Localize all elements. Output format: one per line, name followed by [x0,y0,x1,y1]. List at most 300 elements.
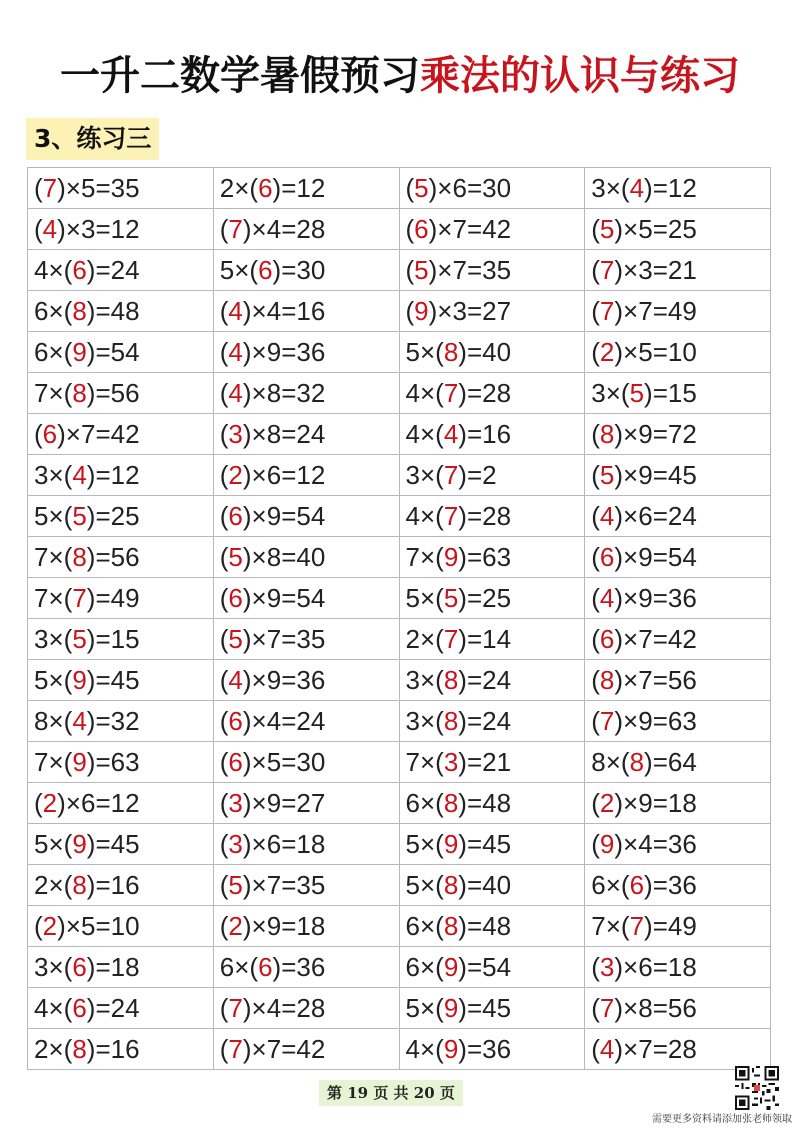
problem-suffix: )×5=10 [57,910,140,941]
answer: 4 [72,459,87,490]
problem-cell [28,250,214,291]
answer: 6 [228,705,243,736]
problem-cell [28,373,214,414]
problem-prefix: 5×( [34,500,73,531]
problem-suffix: )=18 [86,951,140,982]
problem-prefix: 6×( [591,869,630,900]
problem-suffix: )×9=18 [242,910,326,941]
answer: 5 [599,459,615,490]
problem-prefix: 4×( [34,992,73,1023]
problem-prefix: ( [219,1033,229,1064]
answer: 3 [228,828,243,859]
problem-prefix: 4×( [405,500,444,531]
table-row [28,906,771,947]
table-row [28,168,771,209]
problem-cell [213,1029,399,1070]
problem-suffix: )=25 [458,582,512,613]
problem-prefix: ( [591,664,600,695]
answer: 6 [228,500,243,531]
problem-prefix: 6×( [219,951,259,982]
problem-suffix: )=12 [86,459,140,490]
problem-prefix: ( [591,418,600,449]
answer: 5 [629,377,645,408]
problem-cell [28,291,214,332]
problem-cell [28,578,214,619]
problem-cell [585,250,771,291]
problem-cell [585,537,771,578]
answer: 3 [599,951,615,982]
problem-suffix: )×7=49 [614,295,697,326]
problem-prefix: 7×( [34,377,73,408]
problem-suffix: )×6=18 [614,951,697,982]
problem-suffix: )=28 [458,500,512,531]
problem-prefix: ( [405,213,415,244]
answer: 6 [72,992,87,1023]
answer: 9 [443,992,459,1023]
answer: 3 [228,418,243,449]
answer: 5 [72,500,87,531]
problem-cell [213,373,399,414]
problem-prefix: ( [405,172,415,203]
answer: 9 [443,828,459,859]
problem-cell [585,291,771,332]
answer: 8 [443,705,459,736]
problem-prefix: 3×( [34,951,73,982]
problem-cell [399,250,585,291]
problem-prefix: ( [219,746,229,777]
problem-prefix: ( [219,910,229,941]
answer: 2 [42,910,58,941]
problem-prefix: 5×( [405,828,444,859]
table-row [28,660,771,701]
problem-prefix: 6×( [405,787,444,818]
answer: 5 [414,172,429,203]
problem-cell [213,209,399,250]
section-heading: 3、练习三 [26,118,159,160]
problem-cell [585,1029,771,1070]
problem-prefix: ( [219,869,229,900]
answer: 4 [228,295,243,326]
answer: 6 [228,746,243,777]
table-row [28,742,771,783]
problem-cell [585,988,771,1029]
problem-prefix: ( [219,459,229,490]
answer: 8 [443,336,459,367]
problem-prefix: ( [34,172,43,203]
answer: 5 [72,623,87,654]
problem-prefix: ( [219,377,229,408]
problem-suffix: )=32 [86,705,140,736]
problem-prefix: ( [591,213,600,244]
problem-prefix: ( [219,992,229,1023]
problem-prefix: ( [591,828,600,859]
problem-suffix: )=63 [458,541,512,572]
problem-cell [399,168,585,209]
answer: 5 [599,213,615,244]
answer: 7 [228,1033,243,1064]
problem-prefix: ( [219,418,229,449]
answer: 6 [258,951,273,982]
problem-prefix: 6×( [405,951,444,982]
problem-cell [399,742,585,783]
answer: 7 [42,172,58,203]
problem-suffix: )×6=24 [614,500,697,531]
problem-cell [213,783,399,824]
answer: 8 [443,869,459,900]
problem-suffix: )=63 [86,746,140,777]
answer: 7 [629,910,645,941]
qr-caption: 需要更多资料请添加张老师领取 [652,1114,792,1125]
problem-prefix: 6×( [34,336,73,367]
answer: 3 [443,746,459,777]
table-row [28,496,771,537]
problem-suffix: )×8=24 [242,418,326,449]
problem-suffix: )×3=12 [57,213,140,244]
problem-cell [399,906,585,947]
answer: 8 [443,664,459,695]
problem-suffix: )=2 [458,459,497,490]
problem-prefix: 6×( [34,295,73,326]
problem-cell [28,742,214,783]
answer: 7 [599,992,615,1023]
problem-prefix: ( [591,951,600,982]
problem-cell [28,332,214,373]
answer: 9 [72,828,87,859]
answer: 8 [443,910,459,941]
problem-prefix: 3×( [405,705,444,736]
problem-cell [399,865,585,906]
problem-suffix: )×5=30 [242,746,326,777]
problem-prefix: 2×( [34,1033,73,1064]
problem-suffix: )=16 [86,1033,140,1064]
problem-suffix: )=30 [272,254,326,285]
problem-cell [399,947,585,988]
problem-prefix: ( [34,787,43,818]
problem-prefix: ( [219,541,229,572]
problem-cell [585,414,771,455]
problem-suffix: )×6=12 [242,459,326,490]
problem-suffix: )×7=56 [614,664,697,695]
answer: 7 [443,623,459,654]
answer: 8 [72,869,87,900]
problem-suffix: )×7=42 [242,1033,326,1064]
answer: 6 [228,582,243,613]
problem-prefix: ( [34,418,43,449]
answer: 9 [599,828,615,859]
problem-prefix: ( [591,459,600,490]
problem-cell [213,291,399,332]
problem-cell [213,660,399,701]
answer: 6 [258,254,273,285]
problem-suffix: )=15 [644,377,697,408]
problem-cell [399,332,585,373]
problem-prefix: ( [219,213,229,244]
problem-suffix: )×4=28 [242,213,326,244]
problem-cell [399,619,585,660]
problem-suffix: )×6=18 [242,828,326,859]
table-row [28,1029,771,1070]
problem-cell [585,742,771,783]
problem-cell [399,209,585,250]
problem-suffix: )×7=35 [428,254,512,285]
answer: 2 [599,336,615,367]
problem-prefix: ( [591,787,600,818]
problem-suffix: )=49 [86,582,140,613]
answer: 5 [414,254,429,285]
problem-prefix: 5×( [405,869,444,900]
problem-cell [213,332,399,373]
problem-cell [585,373,771,414]
problem-prefix: 7×( [34,541,73,572]
answer: 4 [629,172,645,203]
problem-suffix: )=16 [86,869,140,900]
problem-suffix: )×9=36 [614,582,697,613]
problem-prefix: 3×( [34,459,73,490]
problem-prefix: 5×( [34,828,73,859]
problem-prefix: ( [591,623,600,654]
problem-prefix: ( [219,705,229,736]
problem-suffix: )=48 [458,787,512,818]
problem-cell [585,660,771,701]
problem-prefix: 5×( [405,336,444,367]
answer: 6 [72,951,87,982]
problem-cell [213,701,399,742]
problem-prefix: 4×( [34,254,73,285]
problem-prefix: ( [219,336,229,367]
problem-prefix: 5×( [405,992,444,1023]
answer: 6 [599,541,615,572]
problem-cell [585,865,771,906]
answer: 5 [443,582,459,613]
problem-cell [585,947,771,988]
problem-prefix: ( [219,787,229,818]
answer: 6 [258,172,273,203]
problem-prefix: 7×( [405,746,444,777]
problem-cell [399,291,585,332]
table-row [28,291,771,332]
problem-prefix: 3×( [34,623,73,654]
problem-prefix: ( [591,254,600,285]
answer: 2 [228,459,243,490]
table-row [28,455,771,496]
table-row [28,783,771,824]
problem-cell [585,168,771,209]
table-row [28,209,771,250]
problem-suffix: )=21 [458,746,512,777]
problem-cell [213,537,399,578]
problem-prefix: ( [591,541,600,572]
problem-suffix: )=24 [458,705,512,736]
problem-cell [213,455,399,496]
answer: 2 [599,787,615,818]
problem-suffix: )×9=27 [242,787,326,818]
problem-prefix: ( [219,828,229,859]
problem-cell [399,701,585,742]
problem-suffix: )×9=36 [242,664,326,695]
problem-cell [399,414,585,455]
problem-cell [213,865,399,906]
problem-prefix: ( [405,254,415,285]
problem-suffix: )=36 [458,1033,512,1064]
problem-suffix: )=15 [86,623,140,654]
problem-cell [28,209,214,250]
problem-cell [28,619,214,660]
problem-suffix: )×9=18 [614,787,697,818]
problem-cell [28,168,214,209]
table-row [28,373,771,414]
problem-cell [399,824,585,865]
problem-suffix: )=24 [86,254,140,285]
answer: 4 [443,418,459,449]
answer: 4 [228,377,243,408]
answer: 4 [599,1033,615,1064]
problem-cell [28,783,214,824]
table-row [28,414,771,455]
problem-prefix: ( [34,213,43,244]
answer: 9 [414,295,429,326]
problem-prefix: 4×( [405,377,444,408]
problem-cell [585,496,771,537]
answer: 8 [72,541,87,572]
answer: 8 [72,1033,87,1064]
problem-suffix: )×9=54 [242,582,326,613]
answer: 8 [443,787,459,818]
problem-suffix: )=36 [644,869,697,900]
problem-prefix: 6×( [405,910,444,941]
answer: 8 [629,746,645,777]
problem-suffix: )=16 [458,418,512,449]
problem-prefix: 4×( [405,1033,444,1064]
problem-cell [213,168,399,209]
problem-suffix: )=24 [458,664,512,695]
problem-prefix: 5×( [405,582,444,613]
table-row [28,250,771,291]
problem-cell [28,865,214,906]
answer: 7 [228,213,243,244]
problem-prefix: 3×( [591,377,630,408]
answer: 9 [72,664,87,695]
problem-suffix: )=45 [86,828,140,859]
problem-suffix: )=36 [272,951,326,982]
problem-cell [399,783,585,824]
problem-prefix: 3×( [405,459,444,490]
problem-suffix: )=28 [458,377,512,408]
answer: 8 [72,377,87,408]
problem-prefix: 3×( [405,664,444,695]
problem-cell [28,701,214,742]
problem-cell [213,742,399,783]
answer: 4 [228,664,243,695]
problem-prefix: ( [219,623,229,654]
problem-cell [28,988,214,1029]
answer: 9 [72,746,87,777]
answer: 6 [629,869,645,900]
problem-suffix: )×4=24 [242,705,326,736]
problem-prefix: 3×( [591,172,630,203]
problem-suffix: )×7=28 [614,1033,697,1064]
table-row [28,988,771,1029]
problem-prefix: 7×( [591,910,630,941]
problem-prefix: 7×( [34,746,73,777]
problem-cell [28,947,214,988]
table-row [28,332,771,373]
problem-suffix: )=12 [272,172,326,203]
answer: 4 [228,336,243,367]
problem-prefix: 8×( [34,705,73,736]
answer: 2 [228,910,243,941]
answer: 4 [599,582,615,613]
problem-cell [399,373,585,414]
answer: 8 [599,418,615,449]
problem-suffix: )=48 [458,910,512,941]
problem-suffix: )×7=42 [57,418,140,449]
answer: 8 [599,664,615,695]
problem-prefix: ( [219,500,229,531]
problem-suffix: )=64 [644,746,697,777]
answer: 9 [443,951,459,982]
problem-suffix: )=48 [86,295,140,326]
problem-prefix: 8×( [591,746,630,777]
problem-prefix: ( [591,500,600,531]
answer: 5 [228,869,243,900]
problem-suffix: )=45 [458,828,512,859]
problem-suffix: )×9=45 [614,459,697,490]
table-row [28,824,771,865]
problem-suffix: )×4=16 [242,295,326,326]
problem-cell [213,250,399,291]
answer: 6 [72,254,87,285]
answer: 7 [443,459,459,490]
problem-cell [585,332,771,373]
table-row [28,701,771,742]
answer: 4 [72,705,87,736]
problem-cell [585,619,771,660]
problem-cell [28,455,214,496]
problem-prefix: ( [219,664,229,695]
problem-prefix: ( [591,295,600,326]
problem-cell [585,906,771,947]
problem-suffix: )×3=27 [428,295,512,326]
problem-suffix: )×4=28 [242,992,326,1023]
problem-suffix: )×9=72 [614,418,697,449]
problem-cell [585,824,771,865]
problem-cell [399,988,585,1029]
problem-cell [213,988,399,1029]
problem-suffix: )×9=54 [242,500,326,531]
answer: 9 [443,1033,459,1064]
table-row [28,578,771,619]
problem-cell [585,783,771,824]
answer: 3 [228,787,243,818]
problem-suffix: )=45 [458,992,512,1023]
problem-prefix: ( [591,582,600,613]
problem-prefix: 2×( [219,172,259,203]
problem-cell [28,414,214,455]
answer: 5 [228,623,243,654]
problem-prefix: ( [34,910,43,941]
problem-suffix: )×6=30 [428,172,512,203]
problem-cell [28,1029,214,1070]
problem-suffix: )=24 [86,992,140,1023]
problem-cell [399,660,585,701]
answer: 6 [42,418,58,449]
answer: 6 [599,623,615,654]
problem-cell [28,537,214,578]
problem-prefix: 7×( [34,582,73,613]
problem-prefix: ( [219,295,229,326]
problem-cell [213,947,399,988]
page-number: 第 19 页 共 20 页 [319,1080,463,1106]
